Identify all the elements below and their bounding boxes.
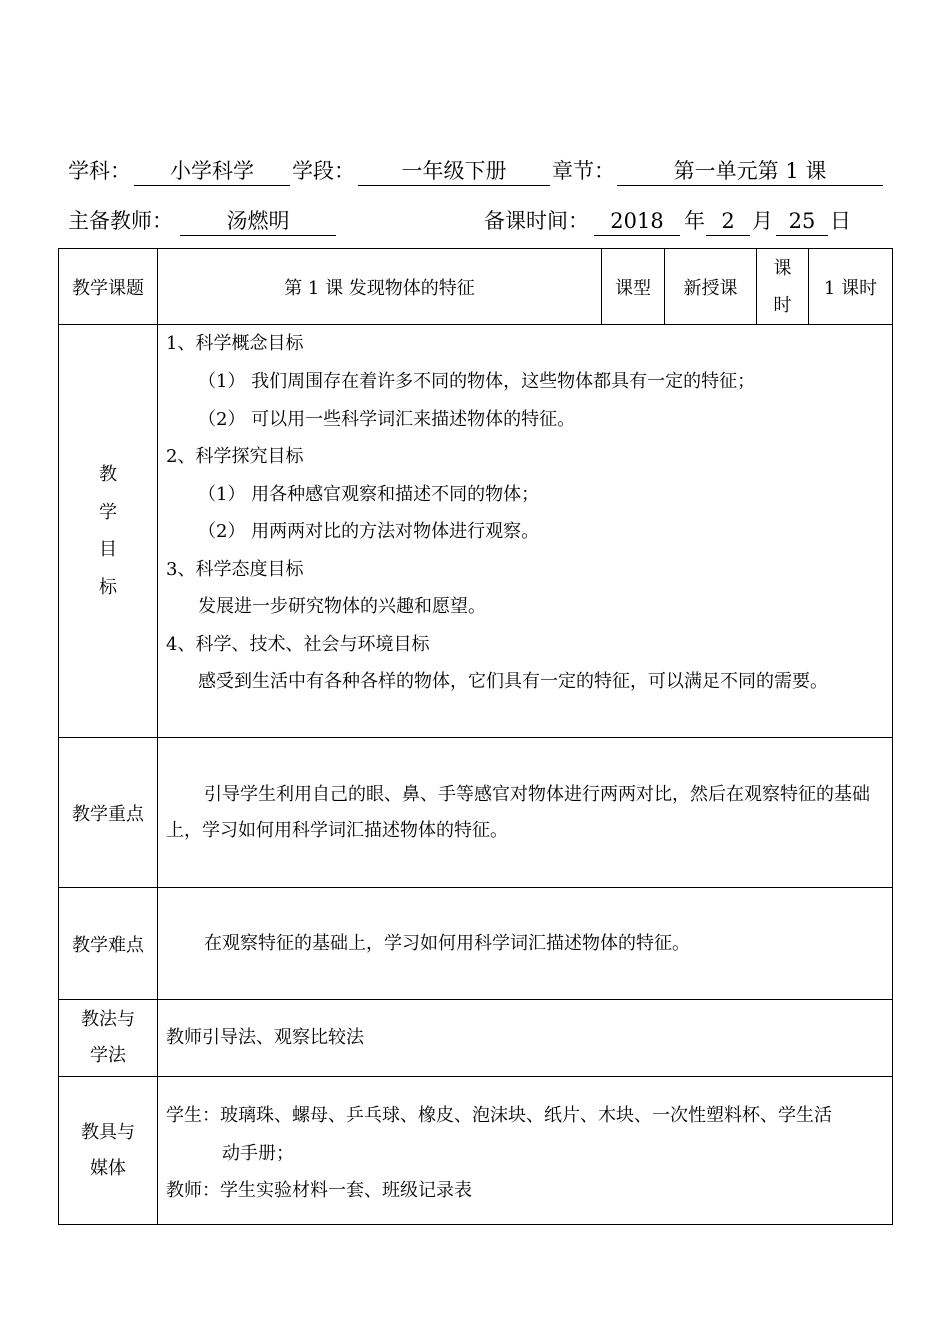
tools-label-line-1: 教具与 xyxy=(81,1121,135,1143)
key-point-label: 教学重点 xyxy=(59,738,158,888)
goal-3-a: 发展进一步研究物体的兴趣和愿望。 xyxy=(198,596,486,617)
year-value: 2018 xyxy=(594,207,680,236)
goal-4-title: 4、科学、技术、社会与环境目标 xyxy=(166,633,430,655)
chapter-label: 章节： xyxy=(552,159,615,183)
hours-label-line-2: 时 xyxy=(773,294,792,316)
goals-label-char-2: 学 xyxy=(99,501,117,523)
difficulty-row xyxy=(59,888,893,1000)
goal-4-a: 感受到生活中有各种各样的物体，它们具有一定的特征，可以满足不同的需要。 xyxy=(198,671,828,692)
method-text: 教师引导法、观察比较法 xyxy=(166,1027,364,1048)
month-unit: 月 xyxy=(752,209,773,233)
tools-row xyxy=(59,1077,893,1225)
tools-teacher: 教师：学生实验材料一套、班级记录表 xyxy=(166,1180,472,1202)
goal-1-b: （2） 可以用一些科学词汇来描述物体的特征。 xyxy=(198,408,576,430)
difficulty-label: 教学难点 xyxy=(59,888,158,1000)
type-label: 课型 xyxy=(602,249,665,325)
hours-value: 1 课时 xyxy=(809,249,893,325)
date-label: 备课时间： xyxy=(484,209,589,233)
month-value: 2 xyxy=(706,207,750,236)
key-point-content xyxy=(158,738,893,888)
grade-value: 一年级下册 xyxy=(358,157,550,186)
difficulty-content xyxy=(158,888,893,1000)
tools-student: 学生：玻璃珠、螺母、乒乓球、橡皮、泡沫块、纸片、木块、一次性塑料杯、学生活 xyxy=(166,1105,832,1127)
teacher-label: 主备教师： xyxy=(68,209,173,233)
goal-1-title: 1、科学概念目标 xyxy=(166,333,304,354)
goal-2-b: （2） 用两两对比的方法对物体进行观察。 xyxy=(198,521,540,542)
goals-label-char-4: 标 xyxy=(99,576,117,598)
chapter-value: 第一单元第 1 课 xyxy=(617,157,883,186)
tools-label-line-2: 媒体 xyxy=(90,1157,126,1179)
goals-content xyxy=(158,325,893,738)
day-unit: 日 xyxy=(830,209,851,233)
subject-label: 学科： xyxy=(68,159,131,183)
hours-label xyxy=(757,249,809,325)
goal-1-a: （1） 我们周围存在着许多不同的物体，这些物体都具有一定的特征； xyxy=(198,371,756,392)
method-label-line-1: 教法与 xyxy=(81,1009,135,1030)
method-row xyxy=(59,1000,893,1077)
tools-label xyxy=(59,1077,158,1225)
grade-label: 学段： xyxy=(292,159,355,183)
goals-label xyxy=(59,325,158,738)
goals-label-char-1: 教 xyxy=(99,464,117,485)
subject-value: 小学科学 xyxy=(134,157,290,186)
goals-label-char-3: 目 xyxy=(99,539,117,560)
key-point-row xyxy=(59,738,893,888)
topic-label: 教学课题 xyxy=(59,249,158,325)
goal-2-a: （1） 用各种感官观察和描述不同的物体； xyxy=(198,483,540,505)
goal-2-title: 2、科学探究目标 xyxy=(166,446,304,467)
difficulty-text: 在观察特征的基础上，学习如何用科学词汇描述物体的特征。 xyxy=(204,932,690,954)
goals-row xyxy=(59,325,893,738)
hours-label-line-1: 课 xyxy=(773,257,792,279)
year-unit: 年 xyxy=(684,209,705,233)
day-value: 25 xyxy=(776,207,828,236)
method-label-line-2: 学法 xyxy=(90,1045,126,1066)
tools-content xyxy=(158,1077,893,1225)
topic-row xyxy=(59,249,893,325)
method-content xyxy=(158,1000,893,1077)
lesson-plan-table xyxy=(58,248,893,1225)
type-value: 新授课 xyxy=(665,249,757,325)
topic-value: 第 1 课 发现物体的特征 xyxy=(158,249,602,325)
method-label xyxy=(59,1000,158,1077)
key-point-text: 引导学生利用自己的眼、鼻、手等感官对物体进行两两对比，然后在观察特征的基础上，学习如何用科学词汇描述物体的特征。 xyxy=(166,783,870,841)
teacher-value: 汤燃明 xyxy=(180,207,336,236)
tools-student-cont: 动手册； xyxy=(222,1142,294,1164)
goal-3-title: 3、科学态度目标 xyxy=(166,558,304,580)
